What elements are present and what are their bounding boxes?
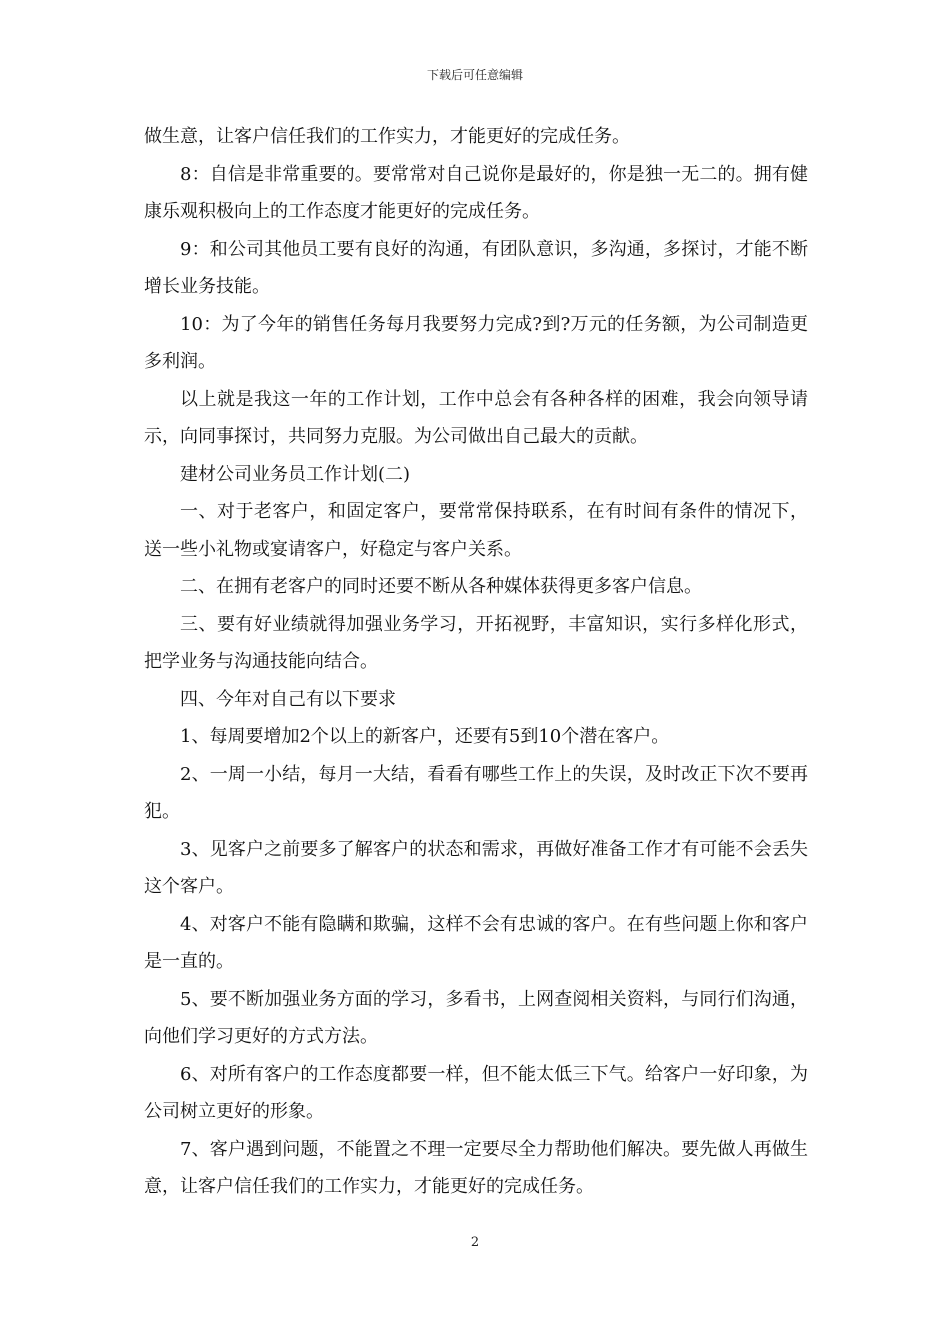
paragraph: 8：自信是非常重要的。要常常对自己说你是最好的，你是独一无二的。拥有健康乐观积极向上的工作态度才能更好的完成任务。 [144,163,808,222]
paragraph: 做生意，让客户信任我们的工作实力，才能更好的完成任务。 [144,126,630,147]
paragraph: 以上就是我这一年的工作计划，工作中总会有各种各样的困难，我会向领导请示，向同事探讨，共同努力克服。为公司做出自己最大的贡献。 [144,388,808,447]
paragraph: 9：和公司其他员工要有良好的沟通，有团队意识，多沟通，多探讨，才能不断增长业务技能。 [144,238,808,297]
page-number: 2 [470,1235,480,1250]
list-item: 6、对所有客户的工作态度都要一样，但不能太低三下气。给客户一好印象，为公司树立更好的形象。 [144,1063,808,1122]
list-item: 5、要不断加强业务方面的学习，多看书，上网查阅相关资料，与同行们沟通，向他们学习更好的方式方法。 [144,988,808,1047]
page-header-note: 下载后可任意编辑 [426,68,523,82]
list-item: 4、对客户不能有隐瞒和欺骗，这样不会有忠诚的客户。在有些问题上你和客户是一直的。 [144,913,808,972]
paragraph: 四、今年对自己有以下要求 [180,688,396,710]
paragraph: 一、对于老客户，和固定客户，要常常保持联系，在有时间有条件的情况下，送一些小礼物或宴请客户，好稳定与客户关系。 [144,501,808,560]
list-item: 2、一周一小结，每月一大结，看看有哪些工作上的失误，及时改正下次不要再犯。 [144,763,808,822]
list-item: 3、见客户之前要多了解客户的状态和需求，再做好准备工作才有可能不会丢失这个客户。 [144,838,808,897]
section-title: 建材公司业务员工作计划(二) [180,463,411,485]
document-body [144,118,808,1206]
paragraph: 二、在拥有老客户的同时还要不断从各种媒体获得更多客户信息。 [180,576,702,597]
list-item: 7、客户遇到问题，不能置之不理一定要尽全力帮助他们解决。要先做人再做生意，让客户信任我们的工作实力，才能更好的完成任务。 [144,1138,808,1197]
list-item: 1、每周要增加2个以上的新客户，还要有5到10个潜在客户。 [180,726,670,747]
paragraph: 三、要有好业绩就得加强业务学习，开拓视野，丰富知识，实行多样化形式，把学业务与沟通技能向结合。 [144,613,808,672]
paragraph: 10：为了今年的销售任务每月我要努力完成?到?万元的任务额，为公司制造更多利润。 [144,313,808,372]
